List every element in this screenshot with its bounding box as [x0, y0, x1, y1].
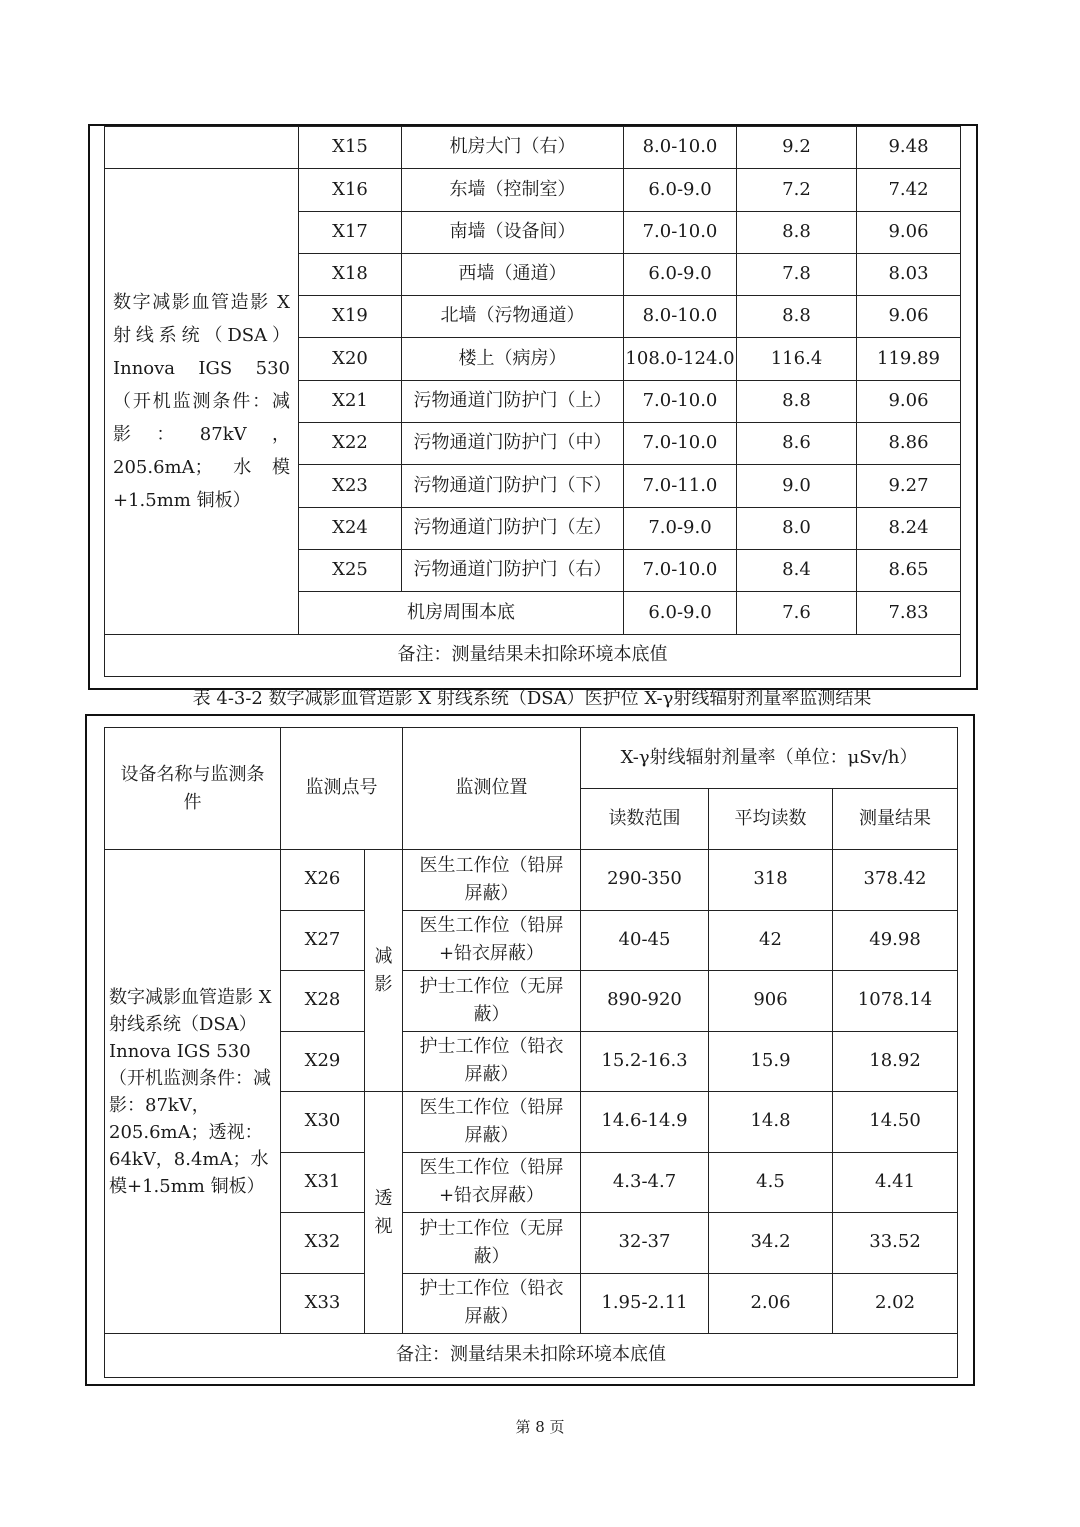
reading-range: 1.95-2.11 — [581, 1273, 709, 1334]
measurement-result: 49.98 — [833, 910, 958, 971]
measurement-result: 8.24 — [857, 507, 961, 549]
average-reading: 42 — [709, 910, 833, 971]
header-location: 监测位置 — [403, 728, 581, 850]
average-reading: 7.6 — [737, 592, 857, 634]
table-note-row — [105, 1334, 958, 1378]
monitoring-location: 医生工作位（铅屏屏蔽） — [403, 1092, 581, 1153]
device-conditions: 数字减影血管造影 X 射线系统（DSA）Innova IGS 530（开机监测条件：减影：87kV，205.6mA；透视：64kV，8.4mA；水模+1.5mm 铜板） — [105, 850, 281, 1334]
mode-subtraction: 减影 — [365, 850, 403, 1092]
monitoring-table-continued — [104, 126, 961, 677]
table-row — [105, 127, 961, 169]
measurement-result: 378.42 — [833, 850, 958, 911]
monitoring-location: 南墙（设备间） — [402, 211, 624, 253]
reading-range: 7.0-10.0 — [624, 423, 737, 465]
average-reading: 8.4 — [737, 549, 857, 591]
monitoring-location: 污物通道门防护门（中） — [402, 423, 624, 465]
staff-position-dose-table — [104, 727, 958, 1378]
point-id: X31 — [281, 1152, 365, 1213]
point-id: X29 — [281, 1031, 365, 1092]
average-reading: 34.2 — [709, 1213, 833, 1274]
measurement-result: 8.65 — [857, 549, 961, 591]
average-reading: 9.0 — [737, 465, 857, 507]
device-cell-blank — [105, 127, 299, 169]
monitoring-location: 污物通道门防护门（下） — [402, 465, 624, 507]
measurement-result: 7.83 — [857, 592, 961, 634]
point-id: X18 — [299, 253, 402, 295]
reading-range: 6.0-9.0 — [624, 592, 737, 634]
reading-range: 7.0-10.0 — [624, 211, 737, 253]
point-id: X15 — [299, 127, 402, 169]
monitoring-location: 污物通道门防护门（上） — [402, 380, 624, 422]
reading-range: 108.0-124.0 — [624, 338, 737, 380]
table-row — [105, 169, 961, 211]
measurement-result: 8.86 — [857, 423, 961, 465]
average-reading: 14.8 — [709, 1092, 833, 1153]
reading-range: 7.0-11.0 — [624, 465, 737, 507]
reading-range: 7.0-10.0 — [624, 380, 737, 422]
monitoring-location: 污物通道门防护门（左） — [402, 507, 624, 549]
reading-range: 890-920 — [581, 971, 709, 1032]
reading-range: 4.3-4.7 — [581, 1152, 709, 1213]
measurement-result: 33.52 — [833, 1213, 958, 1274]
average-reading: 8.8 — [737, 296, 857, 338]
measurement-result: 18.92 — [833, 1031, 958, 1092]
point-id: X26 — [281, 850, 365, 911]
device-conditions: 数字减影血管造影 X 射线系统（DSA）Innova IGS 530（开机监测条件：减影：87kV，205.6mA；水模+1.5mm 铜板） — [105, 169, 299, 634]
header-avg: 平均读数 — [709, 789, 833, 850]
page-number: 第 8 页 — [515, 1418, 565, 1436]
measurement-result: 2.02 — [833, 1273, 958, 1334]
header-result: 测量结果 — [833, 789, 958, 850]
reading-range: 7.0-10.0 — [624, 549, 737, 591]
average-reading: 4.5 — [709, 1152, 833, 1213]
monitoring-location: 污物通道门防护门（右） — [402, 549, 624, 591]
table-row — [105, 850, 958, 911]
monitoring-location: 护士工作位（铅衣屏蔽） — [403, 1273, 581, 1334]
header-device: 设备名称与监测条件 — [105, 728, 281, 850]
average-reading: 8.8 — [737, 211, 857, 253]
reading-range: 14.6-14.9 — [581, 1092, 709, 1153]
average-reading: 116.4 — [737, 338, 857, 380]
header-row — [105, 728, 958, 789]
point-id: X22 — [299, 423, 402, 465]
reading-range: 40-45 — [581, 910, 709, 971]
background-label: 机房周围本底 — [299, 592, 624, 634]
table-caption: 表 4-3-2 数字减影血管造影 X 射线系统（DSA）医护位 X-γ射线辐射剂量率监测结果 — [192, 688, 872, 709]
average-reading: 8.0 — [737, 507, 857, 549]
point-id: X32 — [281, 1213, 365, 1274]
monitoring-location: 机房大门（右） — [402, 127, 624, 169]
point-id: X19 — [299, 296, 402, 338]
reading-range: 15.2-16.3 — [581, 1031, 709, 1092]
point-id: X27 — [281, 910, 365, 971]
average-reading: 2.06 — [709, 1273, 833, 1334]
table-note: 备注：测量结果未扣除环境本底值 — [105, 634, 961, 676]
point-id: X24 — [299, 507, 402, 549]
point-id: X16 — [299, 169, 402, 211]
monitoring-location: 医生工作位（铅屏+铅衣屏蔽） — [403, 910, 581, 971]
monitoring-location: 医生工作位（铅屏屏蔽） — [403, 850, 581, 911]
table-note: 备注：测量结果未扣除环境本底值 — [105, 1334, 958, 1378]
point-id: X23 — [299, 465, 402, 507]
point-id: X30 — [281, 1092, 365, 1153]
measurement-result: 14.50 — [833, 1092, 958, 1153]
measurement-result: 9.06 — [857, 296, 961, 338]
point-id: X20 — [299, 338, 402, 380]
monitoring-location: 护士工作位（铅衣屏蔽） — [403, 1031, 581, 1092]
point-id: X33 — [281, 1273, 365, 1334]
reading-range: 32-37 — [581, 1213, 709, 1274]
monitoring-location: 护士工作位（无屏蔽） — [403, 1213, 581, 1274]
measurement-result: 9.06 — [857, 380, 961, 422]
mode-fluoroscopy: 透视 — [365, 1092, 403, 1334]
reading-range: 8.0-10.0 — [624, 296, 737, 338]
average-reading: 7.2 — [737, 169, 857, 211]
average-reading: 906 — [709, 971, 833, 1032]
reading-range: 290-350 — [581, 850, 709, 911]
measurement-result: 9.48 — [857, 127, 961, 169]
header-dose-rate: X-γ射线辐射剂量率（单位：μSv/h） — [581, 728, 958, 789]
table-note-row — [105, 634, 961, 676]
monitoring-location: 东墙（控制室） — [402, 169, 624, 211]
reading-range: 6.0-9.0 — [624, 169, 737, 211]
reading-range: 8.0-10.0 — [624, 127, 737, 169]
reading-range: 6.0-9.0 — [624, 253, 737, 295]
point-id: X25 — [299, 549, 402, 591]
average-reading: 8.8 — [737, 380, 857, 422]
measurement-result: 9.27 — [857, 465, 961, 507]
monitoring-location: 护士工作位（无屏蔽） — [403, 971, 581, 1032]
measurement-result: 7.42 — [857, 169, 961, 211]
average-reading: 318 — [709, 850, 833, 911]
measurement-result: 1078.14 — [833, 971, 958, 1032]
average-reading: 9.2 — [737, 127, 857, 169]
measurement-result: 8.03 — [857, 253, 961, 295]
measurement-result: 9.06 — [857, 211, 961, 253]
point-id: X28 — [281, 971, 365, 1032]
header-range: 读数范围 — [581, 789, 709, 850]
measurement-result: 119.89 — [857, 338, 961, 380]
reading-range: 7.0-9.0 — [624, 507, 737, 549]
average-reading: 7.8 — [737, 253, 857, 295]
monitoring-location: 北墙（污物通道） — [402, 296, 624, 338]
monitoring-location: 楼上（病房） — [402, 338, 624, 380]
point-id: X21 — [299, 380, 402, 422]
average-reading: 8.6 — [737, 423, 857, 465]
average-reading: 15.9 — [709, 1031, 833, 1092]
header-point: 监测点号 — [281, 728, 403, 850]
point-id: X17 — [299, 211, 402, 253]
monitoring-location: 西墙（通道） — [402, 253, 624, 295]
measurement-result: 4.41 — [833, 1152, 958, 1213]
monitoring-location: 医生工作位（铅屏+铅衣屏蔽） — [403, 1152, 581, 1213]
